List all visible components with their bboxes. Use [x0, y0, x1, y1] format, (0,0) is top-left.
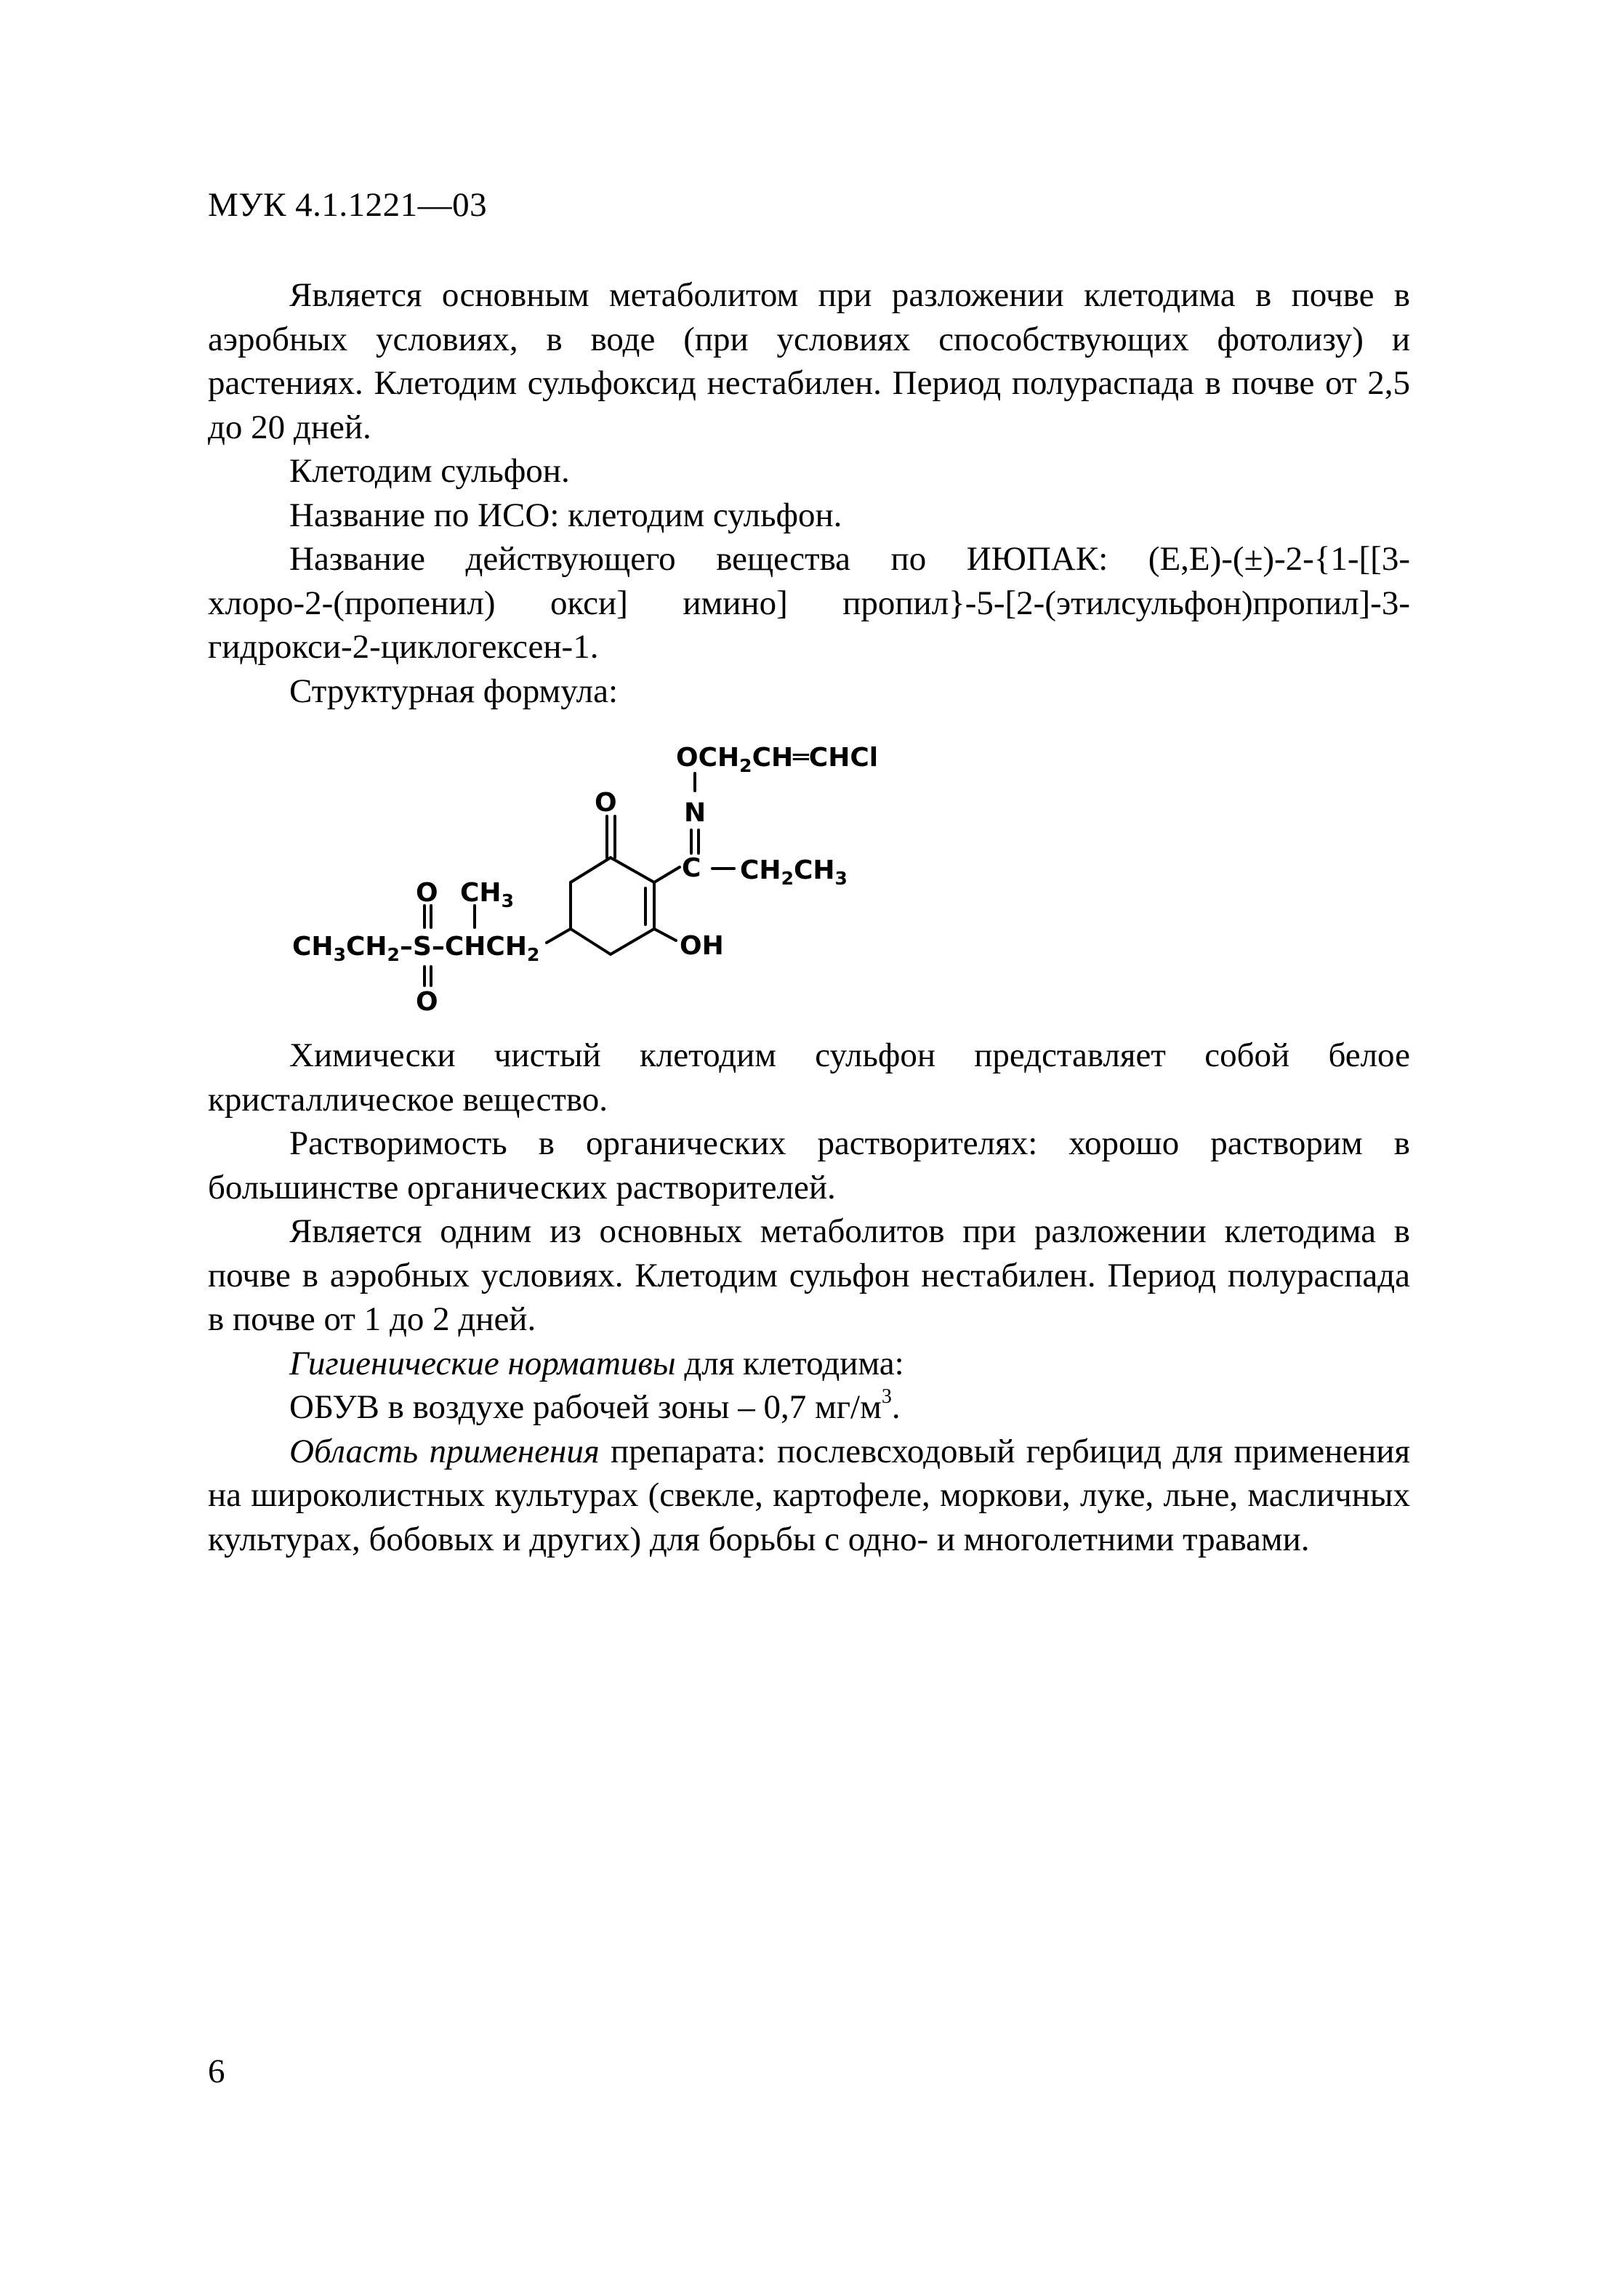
paragraph-hygiene — [208, 1342, 1410, 1386]
formula-sulfonyl-o-bottom: O — [416, 987, 438, 1017]
hygiene-term: Гигиенические нормативы — [289, 1344, 676, 1382]
structural-formula-drawing — [283, 718, 938, 1038]
formula-ethyl: $CH_2CH_3$ — [740, 855, 848, 889]
formula-keto-o: O — [595, 788, 617, 818]
obuv-text: ОБУВ в воздухе рабочей зоны – 0,7 мг/м — [289, 1388, 882, 1426]
text-block-top — [208, 273, 1410, 713]
paragraph-application — [208, 1430, 1410, 1562]
formula-oxime-chain: $OCH_2CH═CHCl$ — [676, 743, 879, 776]
formula-sulfonyl-o-top: O — [416, 878, 438, 908]
obuv-end: . — [891, 1388, 901, 1426]
formula-ethyl-sulfonyl-chain: $CH_3CH_2-S-CHCH_2$ — [292, 932, 540, 965]
application-term: Область применения — [289, 1432, 600, 1470]
obuv-superscript: 3 — [881, 1385, 892, 1409]
formula-n: N — [684, 798, 707, 828]
paragraph-iupac-line3: гидрокси-2-циклогексен-1. — [208, 628, 599, 666]
page-number: 6 — [208, 2053, 225, 2090]
document-code: МУК 4.1.1221—03 — [208, 186, 488, 224]
application-rest: препарата: послевсходовый гербицид для применения на широколистных культурах (свекле, картофеле, моркови, луке, льне, масличных культурах, бобовых и других) для борьбы с одно- и многолетними травами. — [208, 1432, 1410, 1558]
formula-oh: OH — [680, 931, 724, 961]
paragraph-formula-label: Структурная формула: — [289, 672, 619, 710]
paragraph-solubility: Растворимость в органических растворителях: хорошо растворим в большинстве органических растворителей. — [208, 1124, 1410, 1207]
formula-c: C — [682, 853, 701, 883]
paragraph-iupac-line1: Название действующего вещества по ИЮПАК: (E,E)-(±)-2-{1-[[3- — [289, 540, 1410, 578]
paragraph-obuv — [208, 1385, 1410, 1430]
text-block-bottom — [208, 1034, 1410, 1561]
paragraph-main-metabolite: Является одним из основных метаболитов при разложении клетодима в почве в аэробных условиях. Клетодим сульфон нестабилен. Период полураспада в почве от 1 до 2 дней. — [208, 1212, 1410, 1338]
structural-formula — [283, 718, 938, 1038]
paragraph-iupac-line2: хлоро-2-(пропенил) окси] имино] пропил}-5-[2-(этилсульфон)пропил]-3- — [208, 584, 1410, 622]
paragraph-sulfone-title: Клетодим сульфон. — [289, 452, 570, 490]
paragraph-iso-name: Название по ИСО: клетодим сульфон. — [289, 496, 842, 534]
paragraph-pure-sulfone: Химически чистый клетодим сульфон представляет собой белое кристаллическое вещество. — [208, 1036, 1410, 1119]
paragraph-metabolite: Является основным метаболитом при разложении клетодима в почве в аэробных условиях, в воде (при условиях способствующих фотолизу) и растениях. Клетодим сульфоксид нестабилен. Период полураспада в почве от 2,5 до 20 дней. — [208, 276, 1410, 446]
hygiene-rest: для клетодима: — [675, 1344, 904, 1382]
formula-methyl: $CH_3$ — [460, 878, 514, 911]
